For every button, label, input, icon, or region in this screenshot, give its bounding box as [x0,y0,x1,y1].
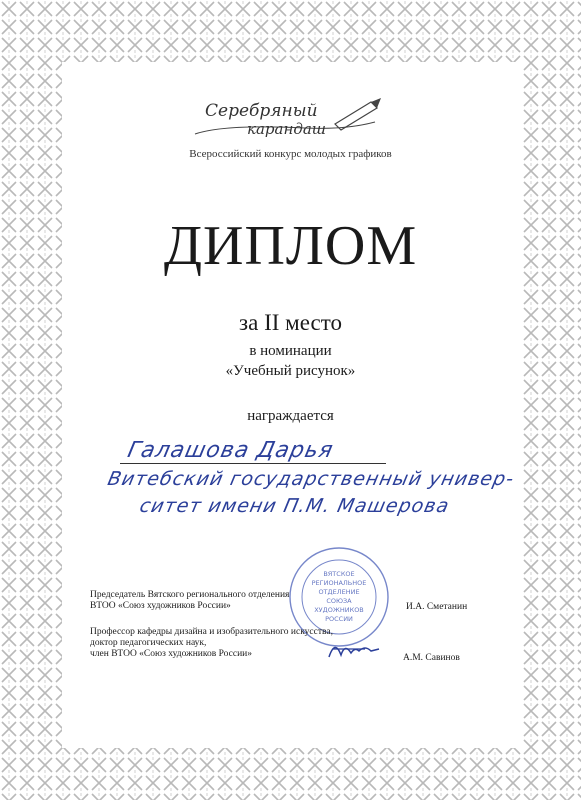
stamp-line-5: ХУДОЖНИКОВ [314,606,364,614]
recipient-org-line2: ситет имени П.М. Машерова [137,495,452,517]
nomination-prefix: в номинации [249,343,332,359]
stamp-line-6: РОССИИ [325,615,353,623]
contest-subtitle: Всероссийский конкурс молодых графиков [189,148,392,160]
logo-text-line1: Серебряный [205,101,318,121]
signatory1-title-line1: Председатель Вятского регионального отделения [90,590,290,600]
logo-text-line2: карандаш [247,120,326,138]
stamp-line-2: РЕГИОНАЛЬНОЕ [311,579,367,587]
name-underline [120,463,386,464]
nomination-name: «Учебный рисунок» [225,363,356,379]
signatory1-title-line2: ВТОО «Союз художников России» [90,601,231,611]
silver-pencil-logo [185,94,385,144]
signatory2-title-line1: Профессор кафедры дизайна и изобразительного искусства, [90,627,333,637]
place-text: за II место [239,310,342,335]
signatory2-title-line3: член ВТОО «Союз художников России» [90,649,252,659]
stamp-line-4: СОЮЗА [326,597,352,605]
diploma-title: ДИПЛОМ [163,215,418,277]
signatory2-title-line2: доктор педагогических наук, [90,638,207,648]
recipient-org-line1: Витебский государственный универ- [105,468,517,490]
stamp-line-3: ОТДЕЛЕНИЕ [318,588,360,596]
recipient-name: Галашова Дарья [125,438,336,463]
signatory2-name: А.М. Савинов [403,653,460,663]
signatory1-name: И.А. Сметанин [406,602,468,612]
handwritten-signature [325,637,383,663]
awarded-text: награждается [247,408,334,424]
stamp-line-1: ВЯТСКОЕ [323,570,355,578]
